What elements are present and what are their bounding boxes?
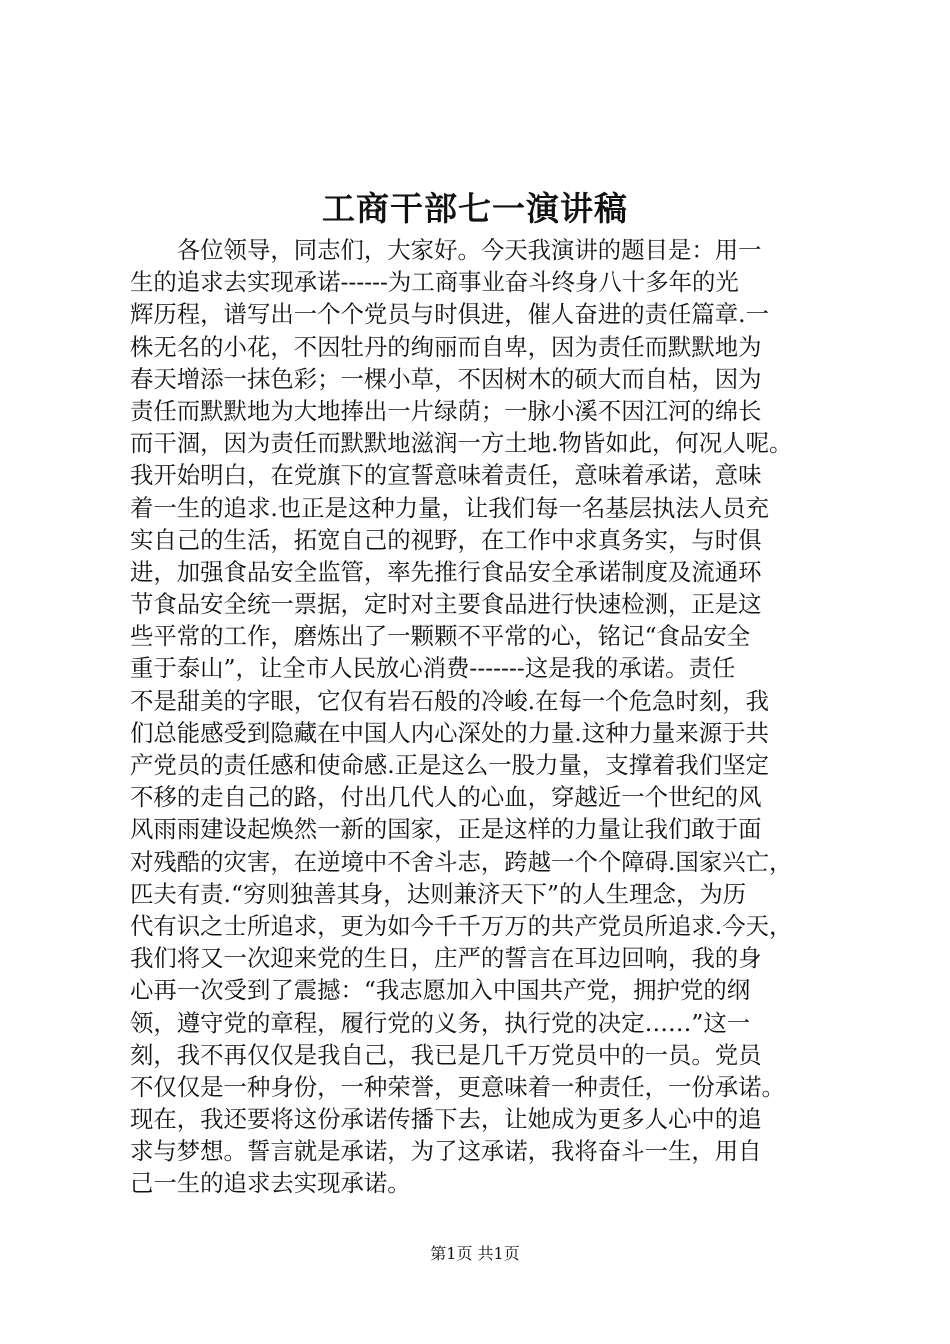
body-line: 求与梦想。誓言就是承诺，为了这承诺，我将奋斗一生，用自 <box>130 1137 762 1166</box>
body-line: 不仅仅是一种身份，一种荣誉，更意味着一种责任，一份承诺。 <box>130 1072 785 1101</box>
body-line: 领，遵守党的章程，履行党的义务，执行党的决定……”这一 <box>130 1008 751 1037</box>
body-line: 辉历程，谱写出一个个党员与时俱进，催人奋进的责任篇章.一 <box>130 300 769 329</box>
body-line: 我们将又一次迎来党的生日，庄严的誓言在耳边回响，我的身 <box>130 944 762 973</box>
body-line: 进，加强食品安全监管，率先推行食品安全承诺制度及流通环 <box>130 557 762 586</box>
document-title: 工商干部七一演讲稿 <box>322 189 628 228</box>
body-line: 刻，我不再仅仅是我自己，我已是几千万党员中的一员。党员 <box>130 1040 762 1069</box>
body-line: 现在，我还要将这份承诺传播下去，让她成为更多人心中的追 <box>130 1105 762 1134</box>
body-line: 春天增添一抹色彩；一棵小草，不因树木的硕大而自枯，因为 <box>130 364 762 393</box>
body-line: 我开始明白，在党旗下的宣誓意味着责任，意味着承诺，意味 <box>130 461 762 490</box>
body-line: 责任而默默地为大地捧出一片绿荫；一脉小溪不因江河的绵长 <box>130 396 762 425</box>
body-line: 重于泰山”，让全市人民放心消费-------这是我的承诺。责任 <box>130 654 736 683</box>
body-line: 心再一次受到了震撼：“我志愿加入中国共产党，拥护党的纲 <box>130 976 751 1005</box>
body-line: 己一生的追求去实现承诺。 <box>130 1169 411 1198</box>
body-line: 不是甜美的字眼，它仅有岩石般的冷峻.在每一个危急时刻，我 <box>130 686 769 715</box>
speech-body <box>130 234 830 1200</box>
body-line: 匹夫有责.“穷则独善其身，达则兼济天下”的人生理念，为历 <box>130 879 747 908</box>
body-line: 代有识之士所追求，更为如今千千万万的共产党员所追求.今天， <box>130 911 793 940</box>
body-line: 节食品安全统一票据，定时对主要食品进行快速检测，正是这 <box>130 590 762 619</box>
body-line: 们总能感受到隐藏在中国人内心深处的力量.这种力量来源于共 <box>130 718 769 747</box>
body-line: 着一生的追求.也正是这种力量，让我们每一名基层执法人员充 <box>130 493 769 522</box>
body-line: 不移的走自己的路，付出几代人的心血，穿越近一个世纪的风 <box>130 783 762 812</box>
body-line: 些平常的工作，磨炼出了一颗颗不平常的心，铭记“食品安全 <box>130 622 751 651</box>
body-line: 生的追求去实现承诺------为工商事业奋斗终身八十多年的光 <box>130 268 739 297</box>
body-line: 对残酷的灾害，在逆境中不舍斗志，跨越一个个障碍.国家兴亡， <box>130 847 793 876</box>
body-line: 风雨雨建设起焕然一新的国家，正是这样的力量让我们敢于面 <box>130 815 762 844</box>
page-footer: 第1页 共1页 <box>430 1244 520 1263</box>
body-line: 产党员的责任感和使命感.正是这么一股力量，支撑着我们坚定 <box>130 751 769 779</box>
body-line: 各位领导，同志们，大家好。今天我演讲的题目是：用一 <box>130 236 762 264</box>
body-line: 株无名的小花，不因牡丹的绚丽而自卑，因为责任而默默地为 <box>130 332 762 361</box>
body-line: 实自己的生活，拓宽自己的视野，在工作中求真务实，与时俱 <box>130 525 762 554</box>
body-line: 而干涸，因为责任而默默地滋润一方土地.物皆如此，何况人呢。 <box>130 429 793 458</box>
